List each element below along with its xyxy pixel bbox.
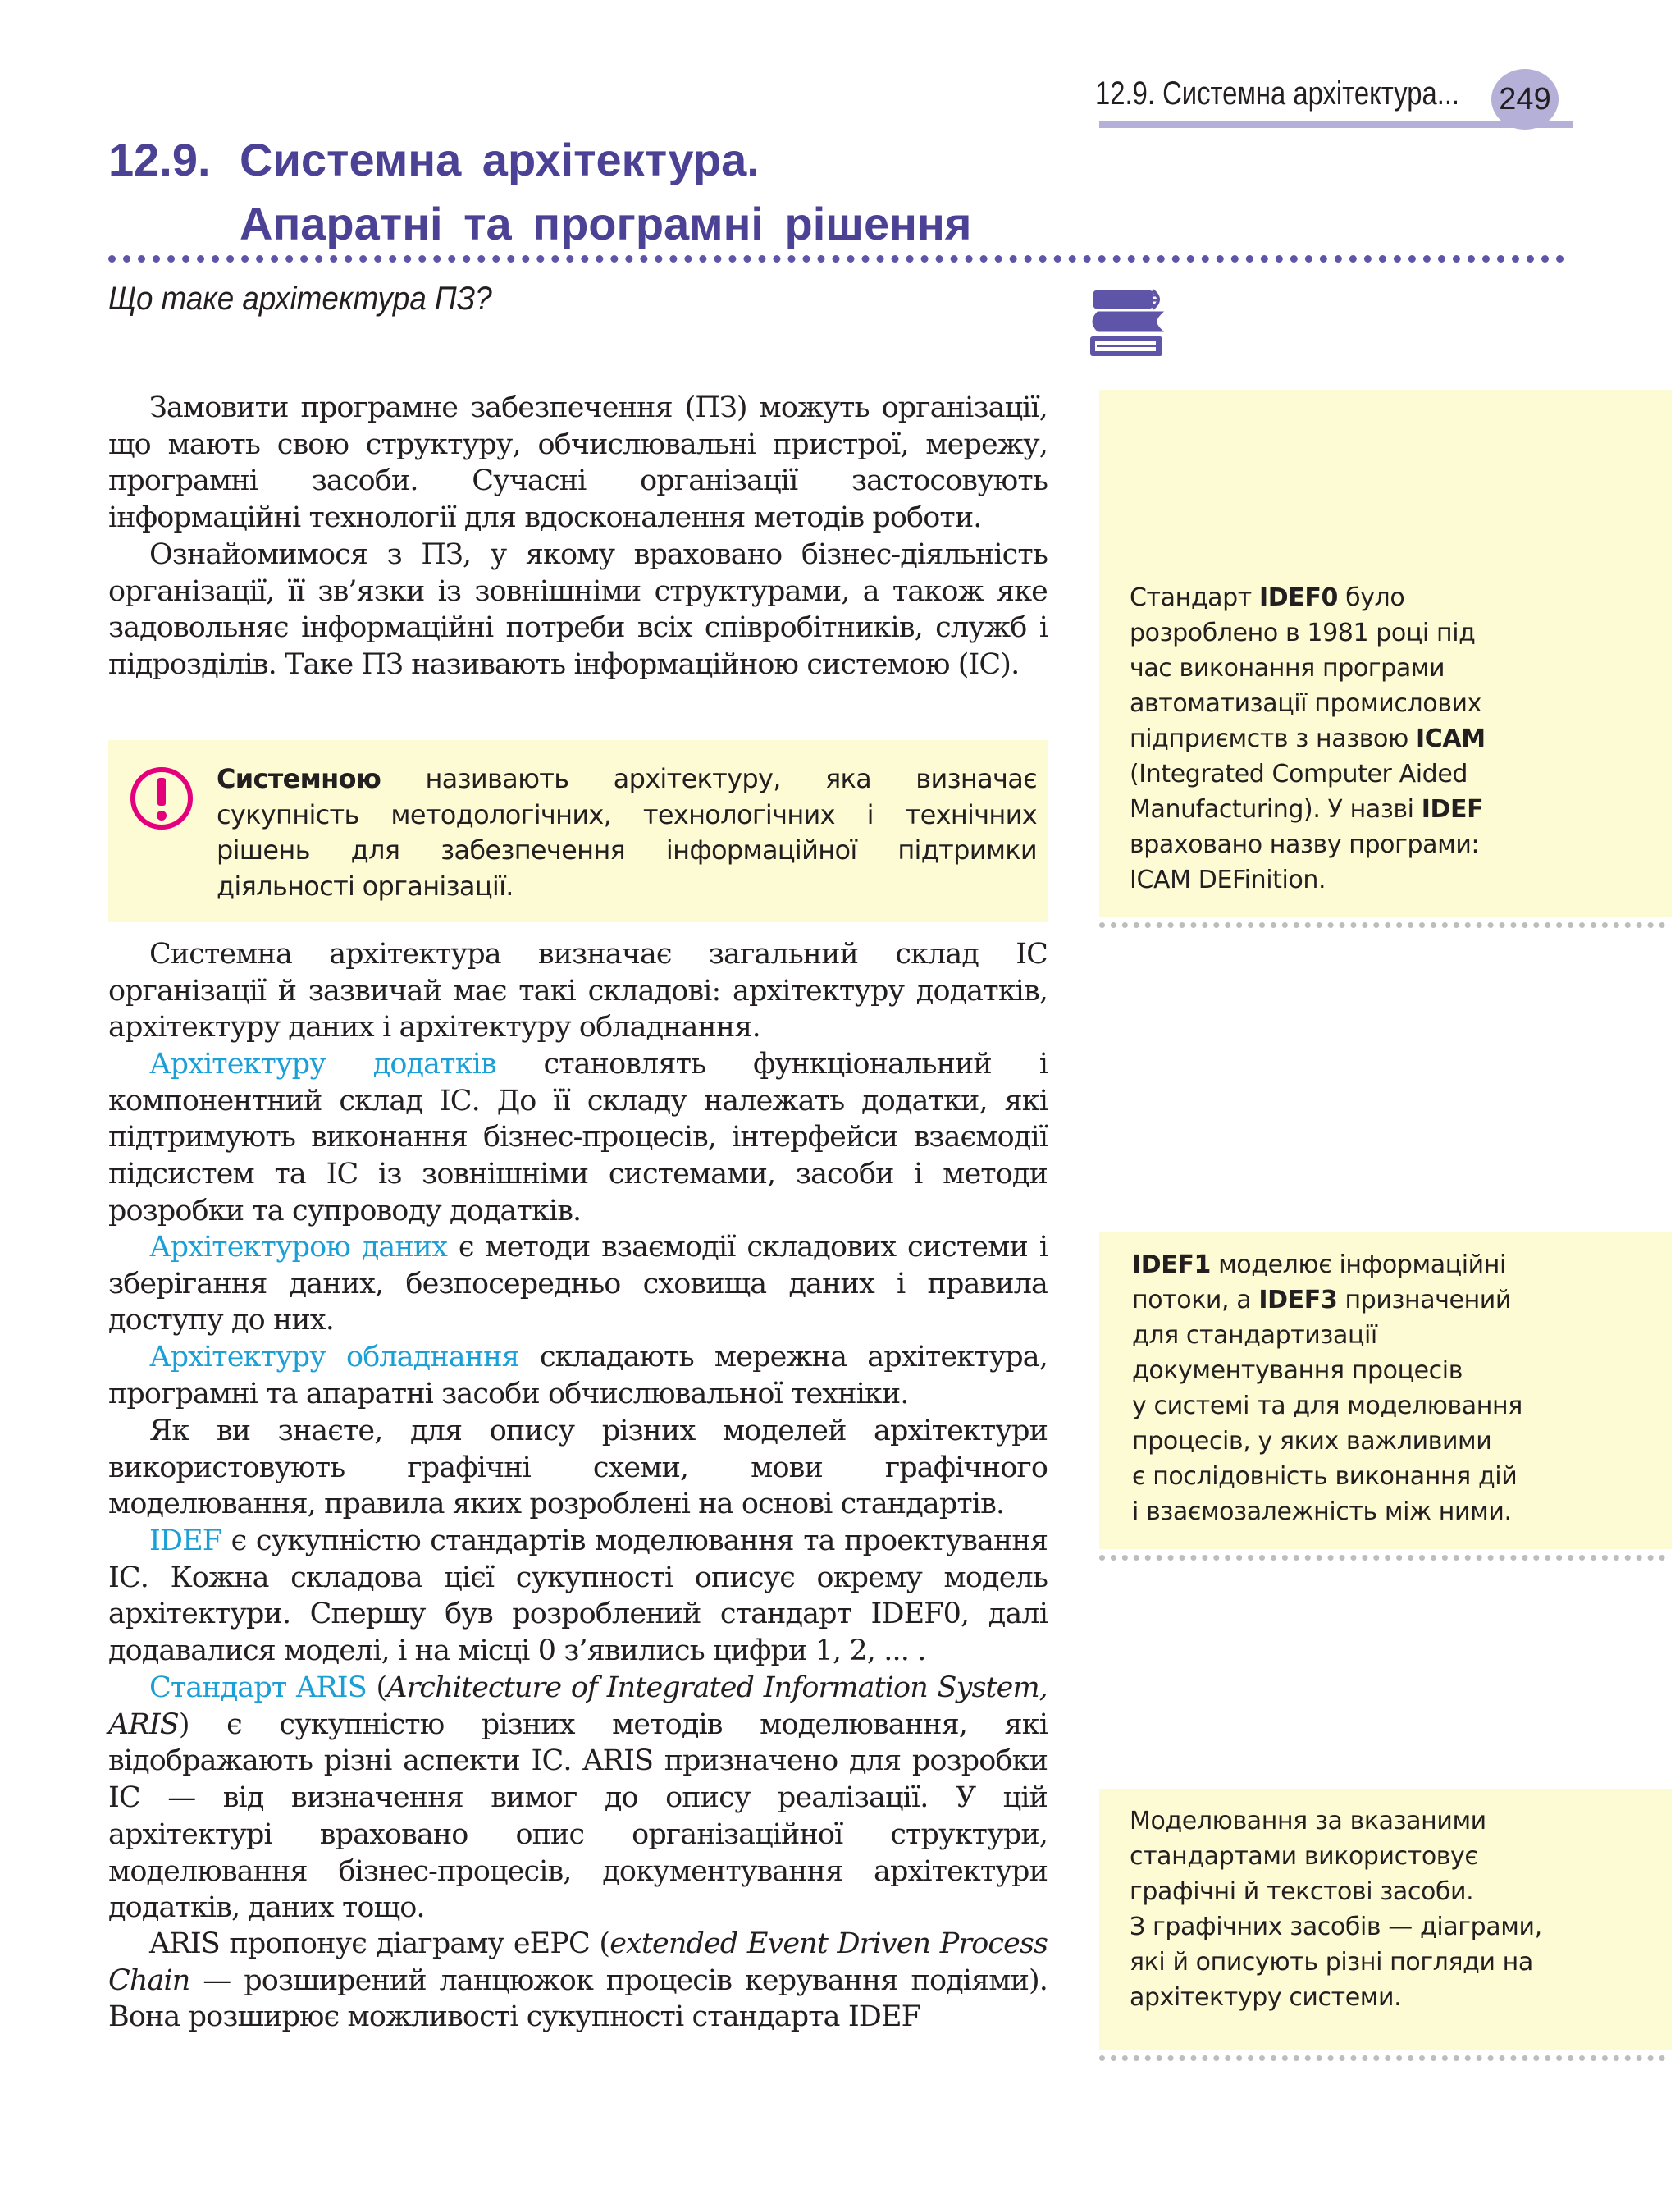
- side-note-modeling-dotted-rule: [1099, 2055, 1665, 2061]
- callout-bold-term: Системною: [217, 763, 381, 794]
- paragraph-aris-paren: (: [366, 1671, 387, 1704]
- paragraph-idef: [108, 1523, 1048, 1670]
- paragraph-eepc-start: ARIS пропонує діаграму eEPC (: [149, 1927, 610, 1960]
- eepc-full-name: extended Event Driven Process Chain: [108, 1927, 1048, 1997]
- paragraph-idef-text: є сукупністю стандартів моделювання та проектування ІС. Кожна складова цієї сукупності описує окрему модель архітектури. Спершу був розроблений стандарт IDEF0, далі додавалися моделі, і на місці 0 з’явились цифри 1, 2, ... .: [108, 1524, 1048, 1668]
- paragraph-data-architecture-text: є методи взаємодії складових системи і зберігання даних, безпосередньо сховища даних і правила доступу до них.: [108, 1231, 1048, 1337]
- side-note-modeling-text: [1130, 1803, 1542, 2015]
- paragraph-modeling-standards: Як ви знаєте, для опису різних моделей архітектури використовують графічні схеми, мови графічного моделювання, правила яких розроблені на основі стандартів.: [108, 1415, 1048, 1521]
- heading-dotted-rule: [108, 255, 1564, 263]
- paragraph-aris: [108, 1670, 1048, 1927]
- note2-line7: є послідовність виконання дій: [1132, 1462, 1518, 1491]
- section-title-line-1: Системна архітектура.: [240, 134, 760, 185]
- note3-line1: Моделювання за вказаними: [1130, 1807, 1486, 1835]
- note1-line2: розроблено в 1981 році під: [1130, 619, 1476, 647]
- page-number: 249: [1491, 69, 1559, 130]
- note2-line2-c: призначений: [1337, 1286, 1511, 1314]
- paragraph-information-system: Ознайомимося з ПЗ, у якому враховано бізнес-діяльність організації, її зв’язки із зовнішніми структурами, а також яке задовольняє інформаційні потреби всіх співробітників, служб і підрозділів. Таке ПЗ називають інформаційною системою (ІС).: [108, 538, 1048, 682]
- note2-term-idef1: IDEF1: [1132, 1250, 1211, 1279]
- aris-full-name: Architecture of Integrated Information System, ARIS: [108, 1671, 1048, 1741]
- note2-line4: документування процесів: [1132, 1356, 1463, 1385]
- note1-line5-a: підприємств з назвою: [1130, 725, 1416, 753]
- exclamation-icon: [130, 766, 194, 830]
- side-note-idef0-text: [1130, 580, 1486, 898]
- note1-line1-c: було: [1337, 583, 1405, 612]
- note1-term-icam: ICAM: [1416, 725, 1486, 753]
- note2-line6: процесів, у яких важливими: [1132, 1427, 1492, 1456]
- paragraph-application-architecture: [108, 1046, 1048, 1230]
- note2-term-idef3: IDEF3: [1258, 1286, 1338, 1314]
- section-question: Що таке архітектура ПЗ?: [108, 281, 492, 317]
- note1-term-idef: IDEF: [1421, 795, 1484, 824]
- paragraph-hardware-architecture: [108, 1339, 1048, 1412]
- note3-line5: які й описують різні погляди на: [1130, 1948, 1533, 1977]
- note1-line1-a: Стандарт: [1130, 583, 1260, 612]
- definition-callout: [108, 740, 1048, 922]
- note1-line8: враховано назву програми:: [1130, 830, 1480, 859]
- note1-line6: (Integrated Computer Aided: [1130, 760, 1468, 789]
- paragraph-eepc: [108, 1926, 1048, 2036]
- note1-line3: час виконання програми: [1130, 654, 1445, 683]
- paragraph-eepc-text: — розширений ланцюжок процесів керування подіями). Вона розширює можливості сукупності стандарта IDEF: [108, 1963, 1048, 2034]
- note1-line7-a: Manufacturing). У назві: [1130, 795, 1422, 824]
- side-note-idef0-dotted-rule: [1099, 922, 1665, 928]
- term-hardware-architecture: Архітектуру обладнання: [149, 1341, 519, 1374]
- term-idef: IDEF: [149, 1524, 222, 1557]
- section-title-line-2: Апаратні та програмні рішення: [240, 198, 972, 249]
- callout-definition: називають архітектуру, яка визначає сукупність методологічних, технологічних і технічних рішень для забезпечення інформаційної підтримки діяльності організації.: [217, 763, 1037, 902]
- running-head-title: 12.9. Системна архітектура...: [1095, 75, 1460, 112]
- note2-line5: у системі та для моделювання: [1132, 1392, 1522, 1420]
- term-data-architecture: Архітектурою даних: [149, 1231, 448, 1264]
- note1-term-idef0: IDEF0: [1259, 583, 1338, 612]
- note1-line9: ICAM DEFinition.: [1130, 866, 1326, 894]
- note3-line6: архітектуру системи.: [1130, 1983, 1402, 2012]
- note1-line4: автоматизації промислових: [1130, 689, 1481, 718]
- paragraph-hardware-architecture-text: складають мережна архітектура, програмні та апаратні засоби обчислювальної техніки.: [108, 1341, 1048, 1410]
- paragraph-data-architecture: [108, 1229, 1048, 1339]
- note2-line8: і взаємозалежність між ними.: [1132, 1497, 1512, 1526]
- side-note-idef1-idef3-text: [1132, 1247, 1522, 1529]
- term-aris: Стандарт ARIS: [149, 1671, 367, 1704]
- note2-line1-b: моделює інформаційні: [1210, 1250, 1506, 1279]
- note3-line4: З графічних засобів — діаграми,: [1130, 1913, 1542, 1941]
- term-application-architecture: Архітектуру додатків: [149, 1048, 496, 1081]
- side-note-idef1-dotted-rule: [1099, 1555, 1665, 1561]
- note2-line3: для стандартизації: [1132, 1321, 1377, 1350]
- paragraph-system-architecture: Системна архітектура визначає загальний склад ІС організації й зазвичай має такі складові: архітектуру додатків, архітектуру даних і архітектуру обладнання.: [108, 938, 1048, 1045]
- note3-line3: графічні й текстові засоби.: [1130, 1877, 1474, 1906]
- note2-line2-a: потоки, а: [1132, 1286, 1259, 1314]
- running-head-rule: [1099, 121, 1573, 128]
- callout-text: [217, 761, 1037, 904]
- note3-line2: стандартами використовує: [1130, 1842, 1478, 1871]
- paragraph-aris-text: ) є сукупністю різних методів моделювання, які відображають різні аспекти ІС. ARIS призначено для розробки ІС — від визначення вимог до опису реалізації. У цій архітектурі враховано опис організаційної структури, моделювання бізнес-процесів, документування архітектури додатків, даних тощо.: [108, 1707, 1048, 1925]
- section-number: 12.9.: [108, 134, 211, 185]
- books-icon: [1087, 286, 1169, 368]
- paragraph-intro: Замовити програмне забезпечення (ПЗ) можуть організації, що мають свою структуру, обчислювальні пристрої, мережу, програмні засоби. Сучасні організації застосовують інформаційні технології для вдосконалення методів роботи.: [108, 391, 1048, 535]
- paragraph-application-architecture-text: становлять функціональний і компонентний склад ІС. До її складу належать додатки, які підтримують виконання бізнес-процесів, інтерфейси взаємодії підсистем та ІС із зовнішніми системами, засоби і методи розробки та супроводу додатків.: [108, 1048, 1048, 1227]
